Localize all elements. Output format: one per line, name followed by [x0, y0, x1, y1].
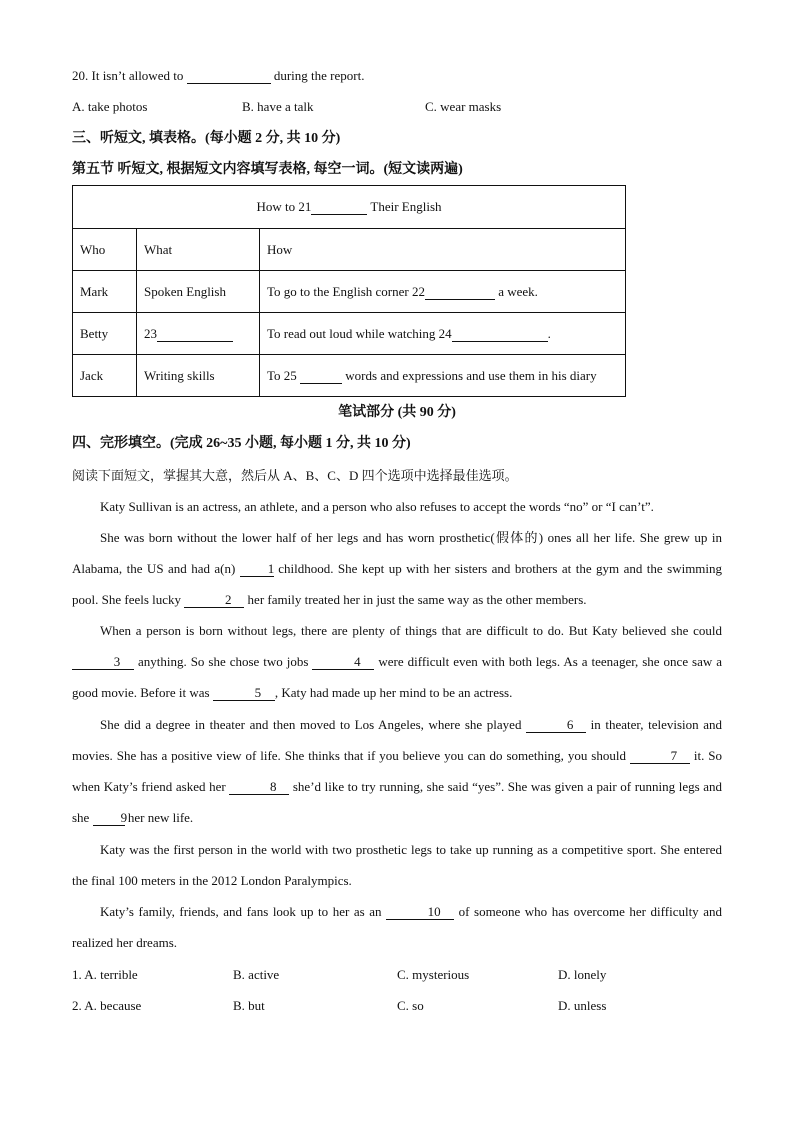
question-1-option-a: 1. A. terrible	[72, 967, 138, 982]
paragraph-text: She was born without the lower half of her legs and has worn prosthetic(假体的) ones all her life. She grew up in Alabama, the US and had a(n)	[72, 530, 722, 576]
paragraph-text: it. So when Katy’s friend asked her	[72, 748, 723, 794]
section-3-title: 三、听短文, 填表格。(每小题 2 分, 共 10 分)	[72, 131, 341, 146]
blank-9: 9	[93, 811, 125, 826]
table-title-before: How to 21	[256, 199, 312, 214]
cell-what-number: 23	[144, 325, 157, 341]
blank-2: 2	[184, 593, 244, 608]
passage-paragraph-1: Katy Sullivan is an actress, an athlete, and a person who also refuses to accept the words “no” or “I can’t”.	[100, 499, 654, 514]
blank-6: 6	[526, 718, 586, 733]
table-header-row	[73, 229, 626, 271]
answer-blank	[187, 69, 271, 84]
question-1-option-d: D. lonely	[558, 967, 607, 982]
paragraph-text: anything. So she chose two jobs	[137, 654, 309, 669]
cell-how-after: .	[547, 325, 551, 341]
cell-who: Mark	[73, 271, 137, 313]
cell-who: Betty	[73, 313, 137, 355]
paragraph-text: She did a degree in theater and then moved to Los Angeles, where she played	[100, 717, 522, 732]
question-1-option-b: B. active	[233, 967, 280, 982]
header-how: How	[260, 229, 626, 271]
question-2-option-b: B. but	[233, 998, 265, 1013]
cell-what: Writing skills	[137, 355, 260, 397]
passage-paragraph-6	[72, 896, 722, 958]
blank-1: 1	[240, 562, 274, 577]
table-title-row	[73, 186, 626, 229]
question-2-option-d: D. unless	[558, 998, 607, 1013]
paragraph-text: childhood. She kept up with her sisters and brothers at the gym and the swimming pool. She feels lucky	[72, 561, 723, 607]
cell-what: Spoken English	[137, 271, 260, 313]
passage-paragraph-2	[72, 522, 722, 615]
table-title-cell	[73, 186, 626, 229]
question-1-option-c: C. mysterious	[397, 967, 470, 982]
paragraph-text: her family treated her in just the same way as the other members.	[247, 592, 587, 607]
paragraph-text: she’d like to try running, she said “yes”. She was given a pair of running legs and she	[72, 779, 723, 825]
question-20-option-a: A. take photos	[72, 99, 148, 114]
passage-paragraph-4	[72, 709, 722, 833]
paragraph-text: of someone who has overcome her difficulty and realized her dreams.	[72, 904, 723, 950]
cell-how-before: To read out loud while watching 24	[267, 325, 452, 341]
paragraph-text: in theater, television and movies. She has a positive view of life. She thinks that if you believe you can do something, you should	[72, 717, 723, 763]
blank-5: 5	[213, 686, 275, 701]
paragraph-text: , Katy had made up her mind to be an actress.	[274, 685, 513, 700]
passage-paragraph-3	[72, 615, 722, 708]
cell-how	[260, 355, 626, 397]
written-part-title: 笔试部分 (共 90 分)	[338, 405, 456, 420]
blank-3: 3	[72, 655, 134, 670]
blank-4: 4	[312, 655, 374, 670]
question-20-option-c: C. wear masks	[425, 99, 502, 114]
cell-how-before: To go to the English corner 22	[267, 283, 425, 299]
listening-table	[72, 185, 626, 397]
question-20-stem	[72, 67, 364, 85]
blank-7: 7	[630, 749, 690, 764]
section-4-instruction: 阅读下面短文，掌握其大意，然后从 A、B、C、D 四个选项中选择最佳选项。	[72, 468, 518, 483]
answer-blank	[157, 327, 233, 342]
paragraph-text: her new life.	[127, 810, 194, 825]
paragraph-text: were difficult even with both legs. As a teenager, she once saw a good movie. Before it was	[72, 654, 723, 700]
section-3-instruction: 第五节 听短文, 根据短文内容填写表格, 每空一词。(短文读两遍)	[72, 162, 463, 177]
question-20-option-b: B. have a talk	[242, 99, 314, 114]
header-what: What	[137, 229, 260, 271]
paragraph-text: When a person is born without legs, there are plenty of things that are difficult to do. But Katy believed she could	[100, 623, 722, 638]
paragraph-text: Katy’s family, friends, and fans look up to her as an	[100, 904, 382, 919]
answer-blank	[311, 200, 367, 215]
answer-blank	[300, 369, 342, 384]
cell-how	[260, 313, 626, 355]
table-row	[73, 313, 626, 355]
table-row	[73, 355, 626, 397]
table-title-after: Their English	[370, 199, 442, 214]
cell-how	[260, 271, 626, 313]
passage-paragraph-5: Katy was the first person in the world with two prosthetic legs to take up running as a competitive sport. She entered the final 100 meters in the 2012 London Paralympics.	[72, 842, 722, 888]
cell-what	[137, 313, 260, 355]
question-20-stem-after: during the report.	[273, 68, 365, 83]
blank-10: 10	[386, 905, 454, 920]
answer-blank	[425, 285, 495, 300]
cell-how-after: words and expressions and use them in his diary	[345, 367, 597, 383]
question-2-option-a: 2. A. because	[72, 998, 142, 1013]
table-row	[73, 271, 626, 313]
question-2-option-c: C. so	[397, 998, 424, 1013]
question-20-stem-before: 20. It isn’t allowed to	[72, 68, 184, 83]
cell-how-before: To 25	[267, 367, 297, 383]
answer-blank	[452, 327, 548, 342]
section-4-title: 四、完形填空。(完成 26~35 小题, 每小题 1 分, 共 10 分)	[72, 436, 411, 451]
cell-how-after: a week.	[498, 283, 538, 299]
blank-8: 8	[229, 780, 289, 795]
cell-who: Jack	[73, 355, 137, 397]
header-who: Who	[73, 229, 137, 271]
